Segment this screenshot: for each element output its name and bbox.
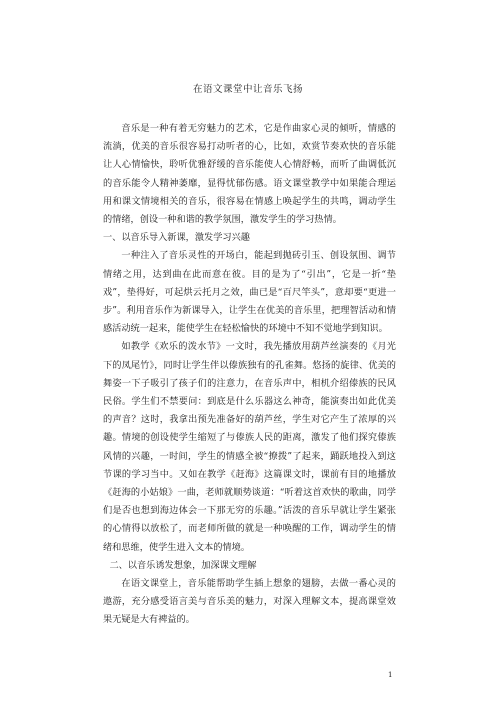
intro-paragraph: 音乐是一种有着无穷魅力的艺术，它是作曲家心灵的倾听，情感的流淌，优美的音乐很容易打动听者的心，比如，欢赏节奏欢快的音乐能让人心情愉快，聆听优雅舒缓的音乐能使人心情舒畅，而听了曲调低沉的音乐能令人精神萎靡，显得忧郁伤感。语文课堂教学中如果能合理运用和课文情境相关的音乐，很容易在情感上唤起学生的共鸣，调动学生的情绪，创设一种和谐的教学氛围，激发学生的学习热情。 (103, 123, 396, 226)
document-title: 在语文课堂中让音乐飞扬 (192, 84, 303, 95)
section-1-paragraph-2: 如教学《欢乐的泼水节》一文时，我先播放用葫芦丝演奏的《月光下的凤尾竹》，同时让学生伴以傣族独有的孔雀舞。悠扬的旋律、优美的舞姿一下子吸引了孩子们的注意力，在音乐声中，相机介绍傣族的民风民俗。学生们不禁要问：到底是什么乐器这么神奇，能演奏出如此优美的声音？这时，我拿出预先准备好的葫芦丝，学生对它产生了浓厚的兴趣。情境的创设使学生缩短了与傣族人民的距离，激发了他们探究傣族风情的兴趣，一时间，学生的情感全被“撩拨”了起来，踊跃地投入到这节课的学习当中。又如在教学《赶海》这篇课文时，课前有目的地播放《赶海的小姑娘》一曲，老师就顺势谈道：“听着这首欢快的歌曲，同学们是否也想到海边体会一下那无穷的乐趣。”活泼的音乐早就让学生紧张的心情得以放松了，而老师所做的就是一种唤醒的工作，调动学生的情绪和思维，使学生进入文本的情境。 (103, 341, 396, 553)
page-number: 1 (388, 671, 393, 679)
section-1-heading: 一、以音乐导入新课，激发学习兴趣 (103, 232, 250, 244)
section-2-paragraph-1: 在语文课堂上，音乐能帮助学生插上想象的翅膀，去做一番心灵的遨游，充分感受语言美与音乐美的魅力，对深入理解文本，提高课堂效果无疑是大有裨益的。 (103, 578, 396, 626)
section-2-heading: 二、以音乐诱发想象，加深课文理解 (109, 559, 257, 571)
document-body (103, 120, 396, 630)
section-1-paragraph-1: 一种注入了音乐灵性的开场白，能起到抛砖引玉、创设氛围、调节情绪之用，达到曲在此而意在彼。目的是为了“引出”，它是一折“垫戏”，垫得好，可起烘云托月之效，曲已是“百尺竿头”，意却要“更进一步”。利用音乐作为新课导入，让学生在优美的音乐里，把理智活动和情感活动统一起来，能使学生在轻松愉快的环境中不知不觉地学到知识。 (103, 250, 396, 335)
